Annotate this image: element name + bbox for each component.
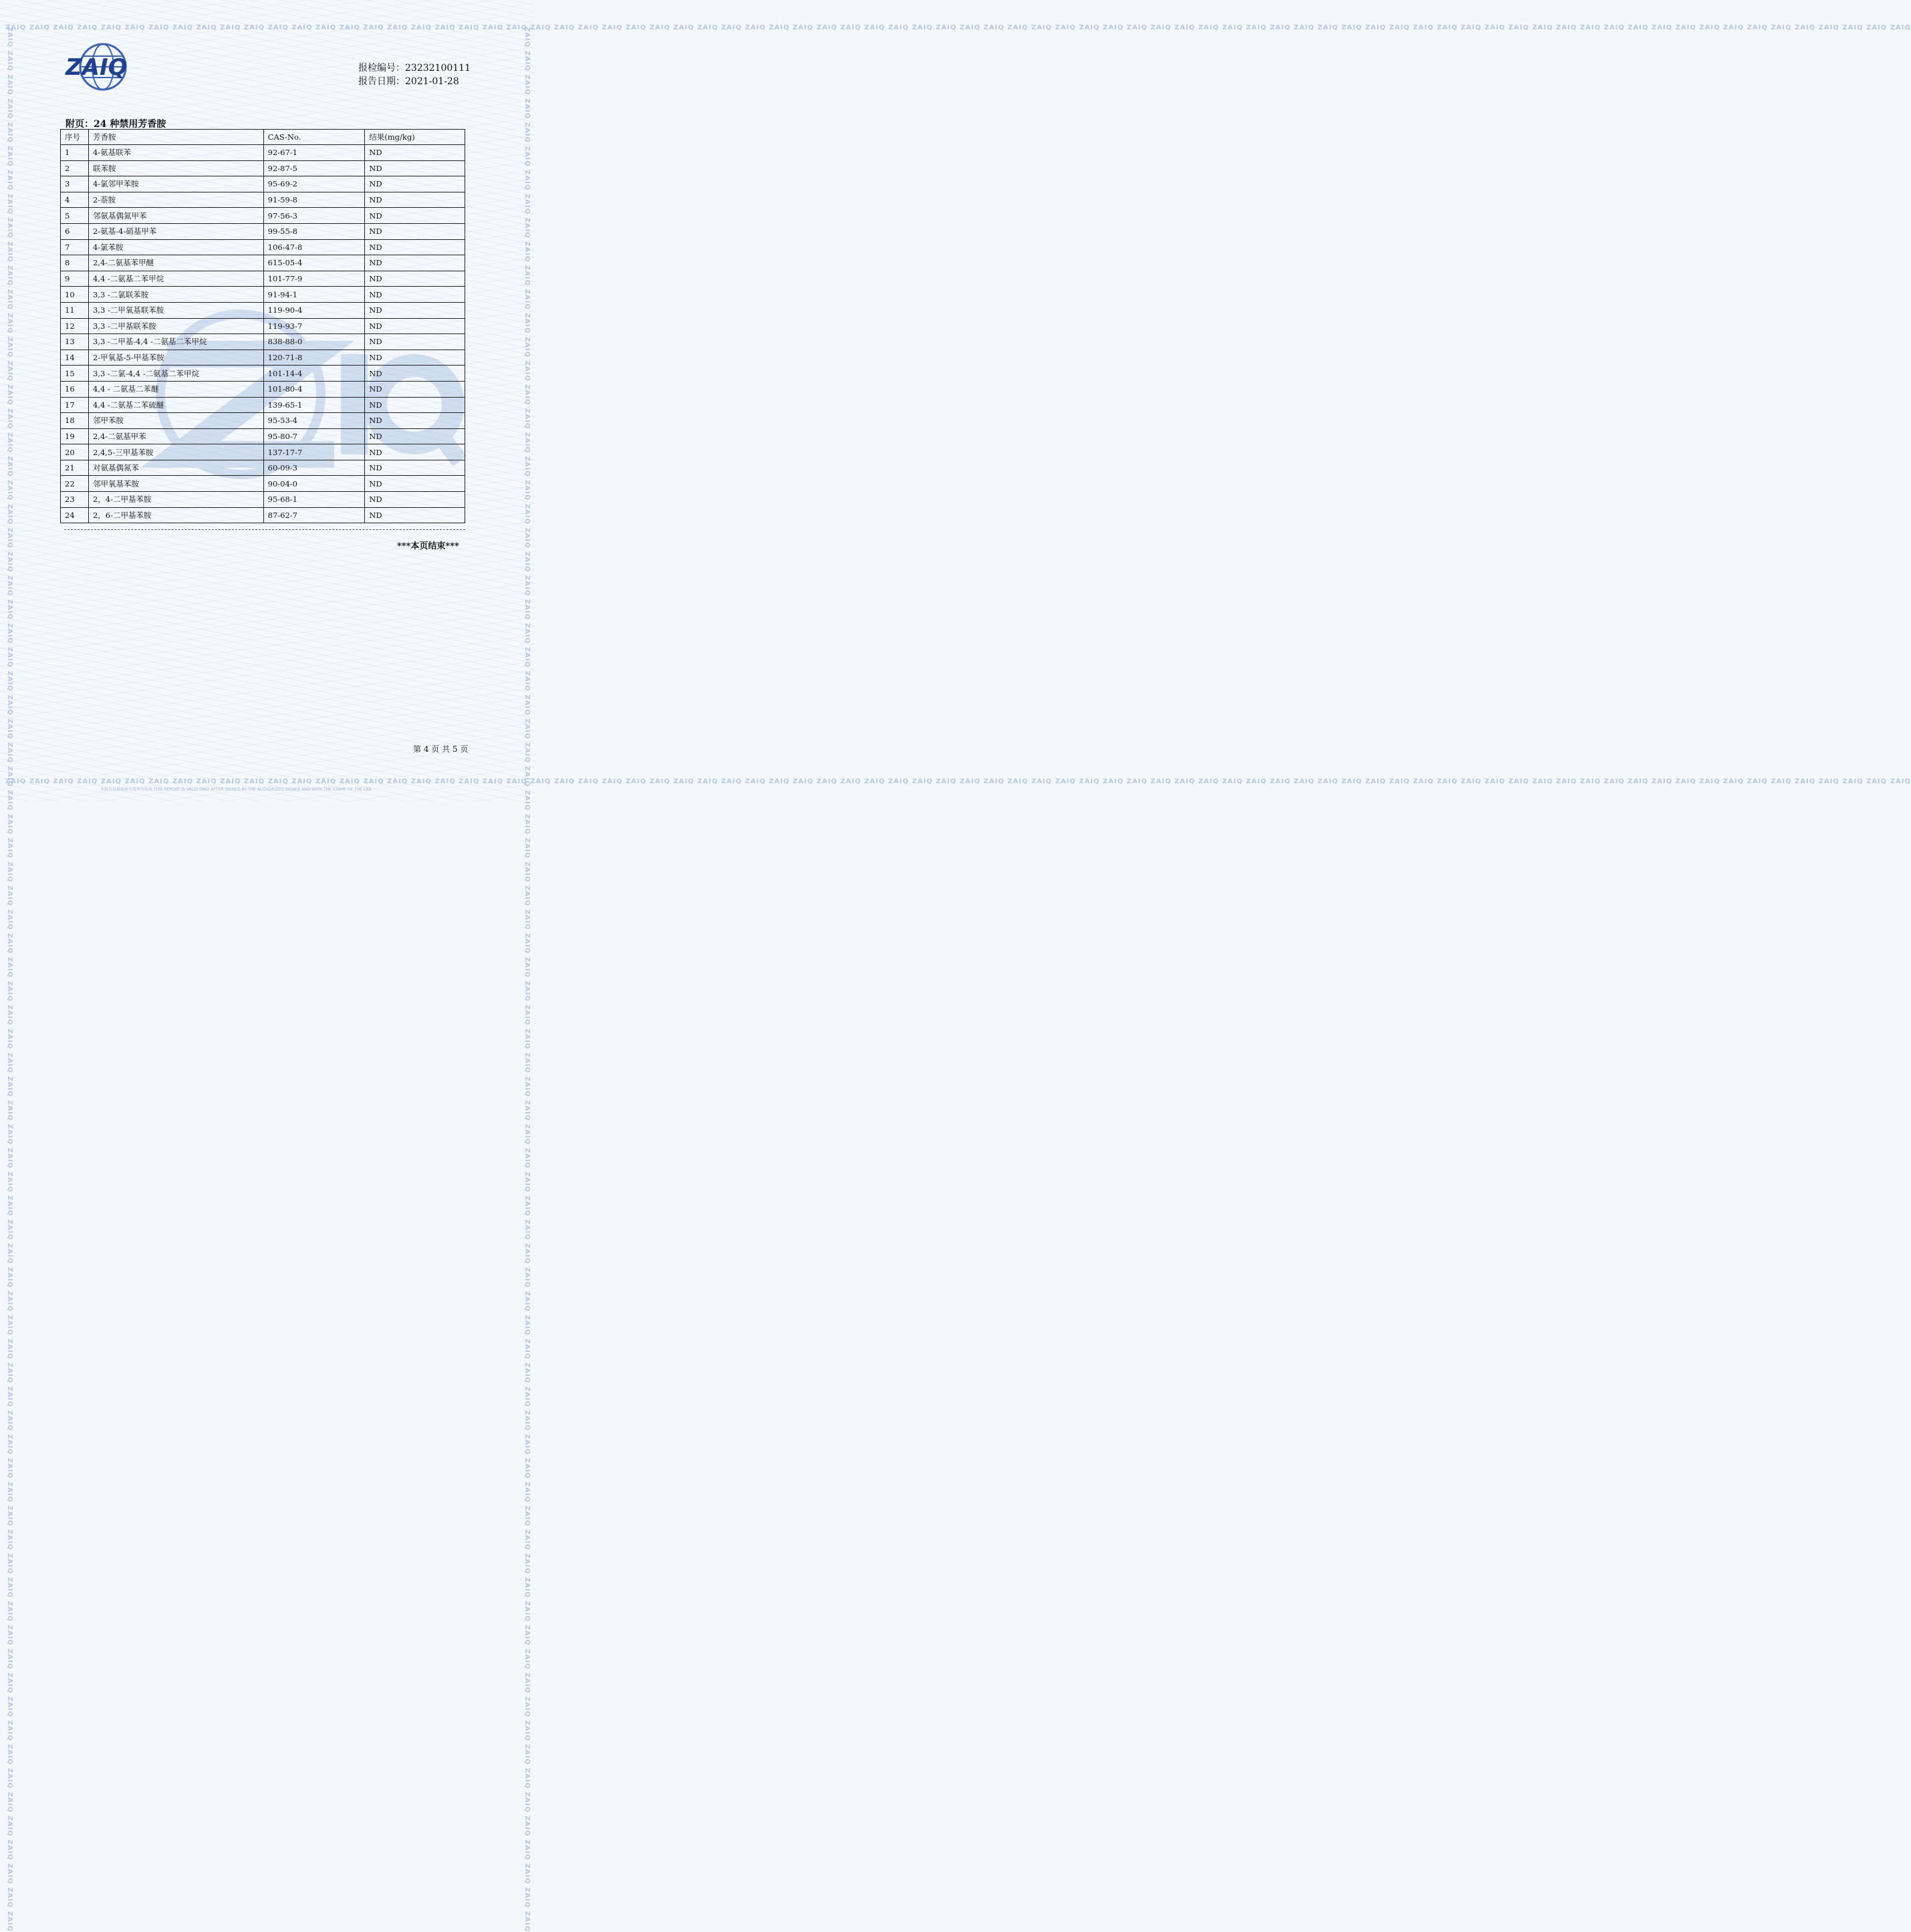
table-row (61, 460, 465, 476)
table-row (61, 397, 465, 413)
report-number: 23232100111 (405, 63, 471, 74)
table-row (61, 381, 465, 397)
row-index: 24 (61, 507, 89, 523)
aromatic-amine-results-table (60, 129, 465, 523)
column-header-amine: 芳香胺 (88, 130, 263, 145)
row-amine-name: 4-氯邻甲苯胺 (88, 176, 263, 192)
row-index: 22 (61, 476, 89, 492)
row-result: ND (365, 302, 465, 318)
table-row (61, 160, 465, 176)
table-row (61, 334, 465, 350)
row-cas-number: 92-87-5 (263, 160, 365, 176)
row-cas-number: 87-62-7 (263, 507, 365, 523)
row-amine-name: 4,4 - 二氨基二苯醚 (88, 381, 263, 397)
security-border-bottom: ZAIQ ZAIQ ZAIQ ZAIQ ZAIQ ZAIQ ZAIQ ZAIQ ZAIQ ZAIQ ZAIQ ZAIQ ZAIQ ZAIQ ZAIQ ZAIQ ZAIQ ZAIQ ZAIQ ZAIQ ZAIQ ZAIQ ZAIQ ZAIQ ZAIQ ZAIQ ZAIQ ZAIQ ZAIQ ZAIQ ZAIQ ZAIQ ZAIQ ZAIQ ZAIQ ZAIQ ZAIQ ZAIQ ZAIQ ZAIQ ZAIQ ZAIQ ZAIQ ZAIQ ZAIQ ZAIQ ZAIQ ZAIQ ZAIQ ZAIQ ZAIQ ZAIQ ZAIQ ZAIQ ZAIQ ZAIQ ZAIQ ZAIQ ZAIQ ZAIQ ZAIQ ZAIQ ZAIQ ZAIQ ZAIQ ZAIQ ZAIQ ZAIQ ZAIQ ZAIQ ZAIQ ZAIQ ZAIQ ZAIQ ZAIQ ZAIQ ZAIQ ZAIQ ZAIQ ZAIQ (5, 778, 1911, 785)
row-result: ND (365, 223, 465, 239)
row-index: 12 (61, 318, 89, 334)
table-row (61, 192, 465, 208)
table-row (61, 176, 465, 192)
row-index: 3 (61, 176, 89, 192)
report-date-line (358, 75, 471, 88)
row-index: 2 (61, 160, 89, 176)
row-index: 15 (61, 366, 89, 382)
report-date-label: 报告日期： (358, 76, 406, 87)
report-date: 2021-01-28 (405, 76, 459, 87)
table-row (61, 413, 465, 429)
row-amine-name: 邻甲苯胺 (88, 413, 263, 429)
row-cas-number: 92-67-1 (263, 145, 365, 161)
footer-validity-notice: 本报告以盖检验专用章为有效 THIS REPORT IS VALID ONLY AFTER SIGNED BY THE AUTHORIZED SIGNER AND WITH THE STAMP OF THE LAB (100, 787, 372, 792)
svg-text:ZAIQ: ZAIQ (66, 54, 128, 81)
row-result: ND (365, 271, 465, 287)
row-result: ND (365, 318, 465, 334)
row-result: ND (365, 460, 465, 476)
row-amine-name: 4-氨基联苯 (88, 145, 263, 161)
row-cas-number: 95-68-1 (263, 492, 365, 508)
row-index: 4 (61, 192, 89, 208)
row-amine-name: 4,4 -二氨基二苯甲烷 (88, 271, 263, 287)
row-cas-number: 106-47-8 (263, 239, 365, 255)
table-row (61, 444, 465, 460)
row-amine-name: 邻甲氧基苯胺 (88, 476, 263, 492)
security-border-right: ZAIQ ZAIQ ZAIQ ZAIQ ZAIQ ZAIQ ZAIQ ZAIQ ZAIQ ZAIQ ZAIQ ZAIQ ZAIQ ZAIQ ZAIQ ZAIQ ZAIQ ZAIQ ZAIQ ZAIQ ZAIQ ZAIQ ZAIQ ZAIQ ZAIQ ZAIQ ZAIQ ZAIQ ZAIQ ZAIQ ZAIQ ZAIQ ZAIQ ZAIQ ZAIQ ZAIQ ZAIQ ZAIQ ZAIQ ZAIQ ZAIQ ZAIQ ZAIQ ZAIQ ZAIQ ZAIQ ZAIQ ZAIQ ZAIQ ZAIQ ZAIQ ZAIQ ZAIQ ZAIQ ZAIQ ZAIQ ZAIQ ZAIQ ZAIQ ZAIQ ZAIQ ZAIQ ZAIQ ZAIQ ZAIQ ZAIQ ZAIQ ZAIQ ZAIQ ZAIQ ZAIQ ZAIQ ZAIQ ZAIQ ZAIQ ZAIQ ZAIQ ZAIQ ZAIQ ZAIQ (523, 27, 531, 1932)
column-header-result: 结果(mg/kg) (365, 130, 465, 145)
row-cas-number: 119-90-4 (263, 302, 365, 318)
zaiq-logo (61, 41, 162, 95)
row-index: 18 (61, 413, 89, 429)
row-amine-name: 联苯胺 (88, 160, 263, 176)
row-cas-number: 838-88-0 (263, 334, 365, 350)
row-result: ND (365, 239, 465, 255)
table-row (61, 271, 465, 287)
row-cas-number: 101-77-9 (263, 271, 365, 287)
table-row (61, 318, 465, 334)
row-index: 17 (61, 397, 89, 413)
row-cas-number: 119-93-7 (263, 318, 365, 334)
table-row (61, 287, 465, 303)
row-result: ND (365, 507, 465, 523)
row-index: 6 (61, 223, 89, 239)
row-amine-name: 2-萘胺 (88, 192, 263, 208)
row-amine-name: 2,4,5-三甲基苯胺 (88, 444, 263, 460)
row-amine-name: 3,3 -二氯-4,4 -二氨基二苯甲烷 (88, 366, 263, 382)
row-amine-name: 2,4-二氨基甲苯 (88, 428, 263, 444)
row-amine-name: 4,4 -二氨基二苯硫醚 (88, 397, 263, 413)
row-result: ND (365, 444, 465, 460)
row-index: 13 (61, 334, 89, 350)
report-number-label: 报检编号： (358, 63, 406, 74)
row-index: 23 (61, 492, 89, 508)
row-cas-number: 137-17-7 (263, 444, 365, 460)
row-cas-number: 95-69-2 (263, 176, 365, 192)
row-index: 21 (61, 460, 89, 476)
table-row (61, 145, 465, 161)
row-index: 16 (61, 381, 89, 397)
row-cas-number: 95-53-4 (263, 413, 365, 429)
row-cas-number: 101-14-4 (263, 366, 365, 382)
row-result: ND (365, 428, 465, 444)
security-border-left: ZAIQ ZAIQ ZAIQ ZAIQ ZAIQ ZAIQ ZAIQ ZAIQ ZAIQ ZAIQ ZAIQ ZAIQ ZAIQ ZAIQ ZAIQ ZAIQ ZAIQ ZAIQ ZAIQ ZAIQ ZAIQ ZAIQ ZAIQ ZAIQ ZAIQ ZAIQ ZAIQ ZAIQ ZAIQ ZAIQ ZAIQ ZAIQ ZAIQ ZAIQ ZAIQ ZAIQ ZAIQ ZAIQ ZAIQ ZAIQ ZAIQ ZAIQ ZAIQ ZAIQ ZAIQ ZAIQ ZAIQ ZAIQ ZAIQ ZAIQ ZAIQ ZAIQ ZAIQ ZAIQ ZAIQ ZAIQ ZAIQ ZAIQ ZAIQ ZAIQ ZAIQ ZAIQ ZAIQ ZAIQ ZAIQ ZAIQ ZAIQ ZAIQ ZAIQ ZAIQ ZAIQ ZAIQ ZAIQ ZAIQ ZAIQ ZAIQ ZAIQ ZAIQ ZAIQ ZAIQ (6, 27, 13, 1932)
row-amine-name: 3,3 -二甲基联苯胺 (88, 318, 263, 334)
row-result: ND (365, 160, 465, 176)
row-result: ND (365, 350, 465, 366)
row-result: ND (365, 176, 465, 192)
row-cas-number: 90-04-0 (263, 476, 365, 492)
row-result: ND (365, 381, 465, 397)
row-result: ND (365, 413, 465, 429)
row-cas-number: 91-94-1 (263, 287, 365, 303)
row-index: 19 (61, 428, 89, 444)
row-result: ND (365, 287, 465, 303)
row-result: ND (365, 492, 465, 508)
table-row (61, 255, 465, 271)
table-row (61, 507, 465, 523)
row-cas-number: 101-80-4 (263, 381, 365, 397)
row-cas-number: 97-56-3 (263, 208, 365, 224)
row-index: 7 (61, 239, 89, 255)
row-result: ND (365, 192, 465, 208)
row-cas-number: 139-65-1 (263, 397, 365, 413)
row-cas-number: 60-09-3 (263, 460, 365, 476)
row-result: ND (365, 145, 465, 161)
row-index: 1 (61, 145, 89, 161)
table-row (61, 239, 465, 255)
row-result: ND (365, 397, 465, 413)
column-header-index: 序号 (61, 130, 89, 145)
row-amine-name: 2,4-二氨基苯甲醚 (88, 255, 263, 271)
table-row (61, 223, 465, 239)
table-row (61, 350, 465, 366)
row-result: ND (365, 366, 465, 382)
report-header-info (358, 61, 471, 88)
table-row (61, 476, 465, 492)
row-index: 11 (61, 302, 89, 318)
row-result: ND (365, 334, 465, 350)
row-cas-number: 120-71-8 (263, 350, 365, 366)
row-cas-number: 95-80-7 (263, 428, 365, 444)
table-row (61, 428, 465, 444)
security-border-top: ZAIQ ZAIQ ZAIQ ZAIQ ZAIQ ZAIQ ZAIQ ZAIQ ZAIQ ZAIQ ZAIQ ZAIQ ZAIQ ZAIQ ZAIQ ZAIQ ZAIQ ZAIQ ZAIQ ZAIQ ZAIQ ZAIQ ZAIQ ZAIQ ZAIQ ZAIQ ZAIQ ZAIQ ZAIQ ZAIQ ZAIQ ZAIQ ZAIQ ZAIQ ZAIQ ZAIQ ZAIQ ZAIQ ZAIQ ZAIQ ZAIQ ZAIQ ZAIQ ZAIQ ZAIQ ZAIQ ZAIQ ZAIQ ZAIQ ZAIQ ZAIQ ZAIQ ZAIQ ZAIQ ZAIQ ZAIQ ZAIQ ZAIQ ZAIQ ZAIQ ZAIQ ZAIQ ZAIQ ZAIQ ZAIQ ZAIQ ZAIQ ZAIQ ZAIQ ZAIQ ZAIQ ZAIQ ZAIQ ZAIQ ZAIQ ZAIQ ZAIQ ZAIQ ZAIQ ZAIQ (5, 24, 1911, 31)
row-amine-name: 2-氨基-4-硝基甲苯 (88, 223, 263, 239)
row-result: ND (365, 255, 465, 271)
row-index: 5 (61, 208, 89, 224)
row-amine-name: 2，4-二甲基苯胺 (88, 492, 263, 508)
row-index: 10 (61, 287, 89, 303)
page-number: 第 4 页 共 5 页 (413, 744, 469, 754)
row-cas-number: 99-55-8 (263, 223, 365, 239)
row-amine-name: 4-氯苯胺 (88, 239, 263, 255)
row-index: 14 (61, 350, 89, 366)
row-cas-number: 91-59-8 (263, 192, 365, 208)
end-divider (64, 529, 465, 530)
table-header-row (61, 130, 465, 145)
row-amine-name: 3,3 -二甲基-4,4 -二氨基二苯甲烷 (88, 334, 263, 350)
table-row (61, 492, 465, 508)
row-index: 20 (61, 444, 89, 460)
row-amine-name: 2-甲氧基-5-甲基苯胺 (88, 350, 263, 366)
row-result: ND (365, 476, 465, 492)
row-result: ND (365, 208, 465, 224)
column-header-cas: CAS-No. (263, 130, 365, 145)
row-amine-name: 3,3 -二甲氧基联苯胺 (88, 302, 263, 318)
table-row (61, 366, 465, 382)
appendix-title: 附页：24 种禁用芳香胺 (66, 119, 166, 130)
row-index: 8 (61, 255, 89, 271)
report-number-line (358, 61, 471, 75)
page-end-marker: ***本页结束*** (397, 541, 459, 551)
row-amine-name: 邻氨基偶氮甲苯 (88, 208, 263, 224)
table-row (61, 302, 465, 318)
row-cas-number: 615-05-4 (263, 255, 365, 271)
row-amine-name: 3,3 -二氯联苯胺 (88, 287, 263, 303)
table-row (61, 208, 465, 224)
row-index: 9 (61, 271, 89, 287)
row-amine-name: 对氨基偶氮苯 (88, 460, 263, 476)
row-amine-name: 2，6-二甲基苯胺 (88, 507, 263, 523)
